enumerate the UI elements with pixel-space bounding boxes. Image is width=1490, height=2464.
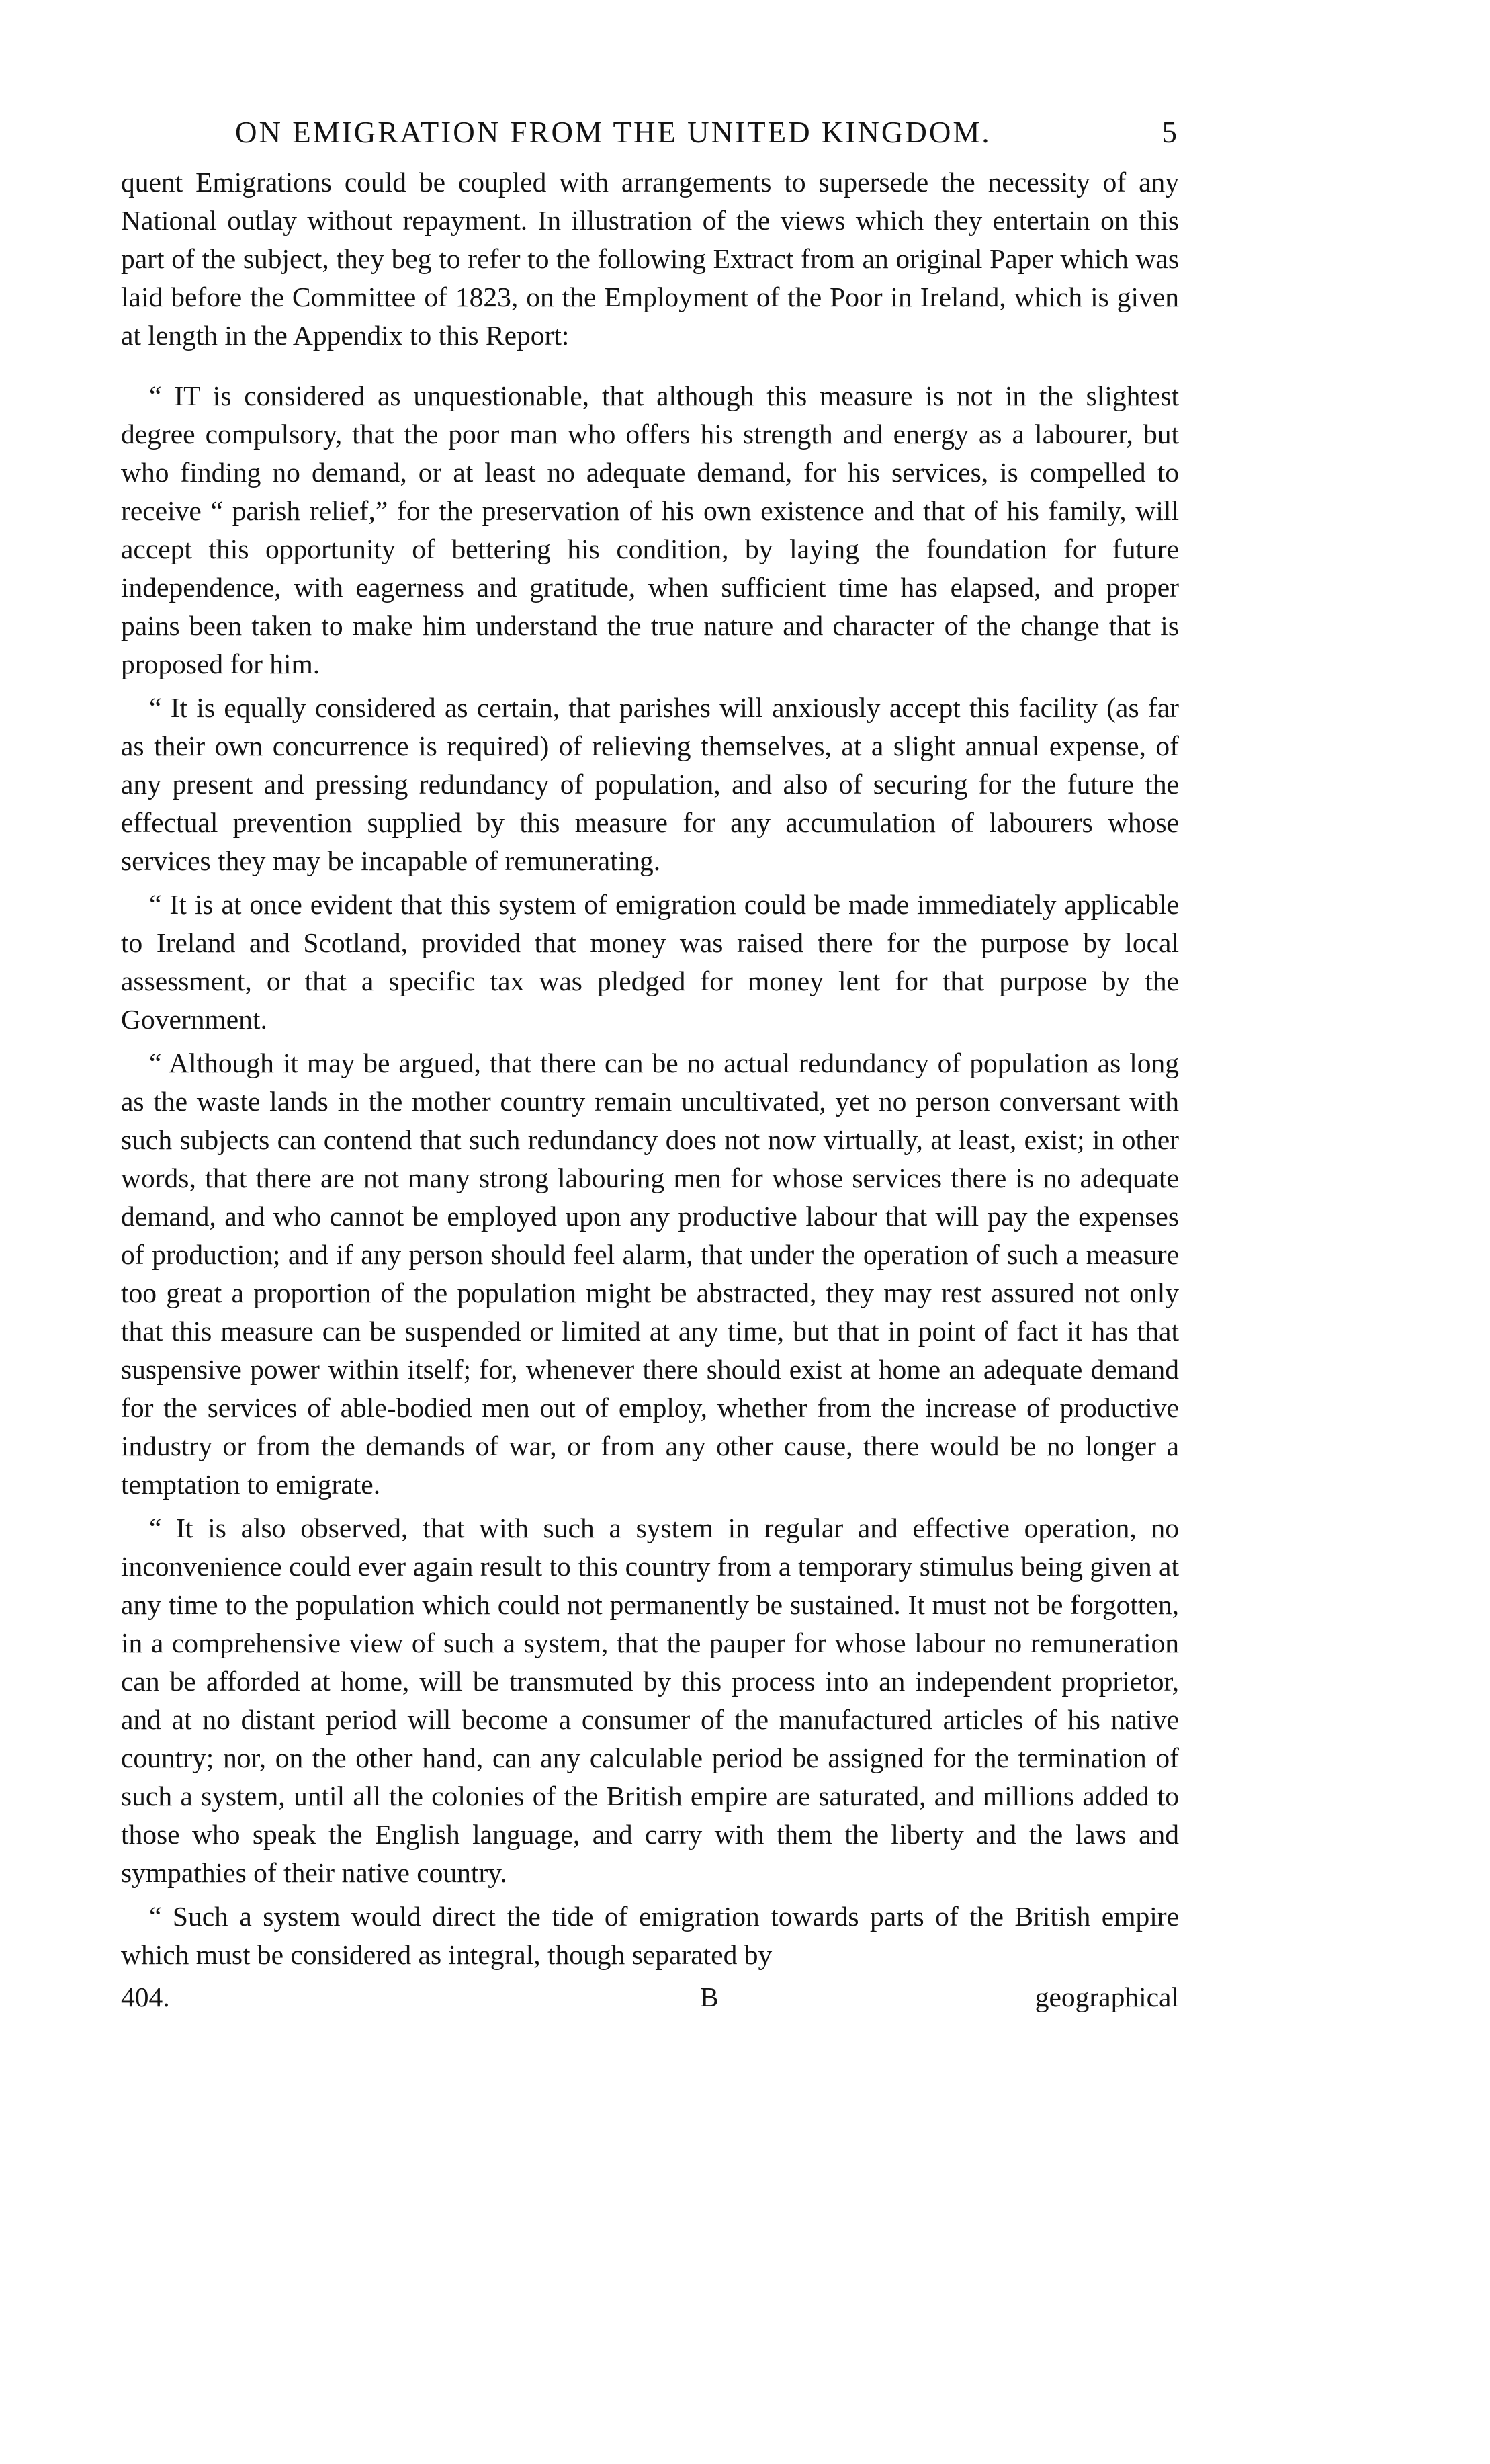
page-number: 5 bbox=[1162, 116, 1179, 149]
quote-paragraph-6: “ Such a system would direct the tide of emigration towards parts of the British empire which must be considered as integral, though separated by bbox=[121, 1901, 1179, 1970]
document-page bbox=[121, 111, 1179, 2021]
running-title: ON EMIGRATION FROM THE UNITED KINGDOM. bbox=[235, 116, 992, 149]
quote-paragraph-2: “ It is equally considered as certain, that parishes will anxiously accept this facility (as far as their own concurrence is required) of relieving themselves, at a slight annual expense, of any present and pressing redundancy of population, and also of securing for the future the effectual prevention supplied by this measure for any accumulation of labourers whose services they may be incapable of remunerating. bbox=[121, 692, 1179, 876]
quoted-extract bbox=[121, 377, 1179, 1974]
intro-paragraph: quent Emigrations could be coupled with arrangements to supersede the necessity of any National outlay without repayment. In illustration of the views which they entertain on this part of the subject, they beg to refer to the following Extract from an original Paper which was laid before the Committee of 1823, on the Employment of the Poor in Ireland, which is given at length in the Appendix to this Report: bbox=[121, 167, 1179, 351]
signature-letter: B bbox=[700, 1982, 719, 2012]
catchword: geographical bbox=[1035, 1982, 1179, 2012]
quote-paragraph-1: “ IT is considered as unquestionable, that although this measure is not in the slightest degree compulsory, that the poor man who offers his strength and energy as a labourer, but who finding no demand, or at least no adequate demand, for his services, is compelled to receive “ parish relief,” for the preservation of his own existence and that of his family, will accept this opportunity of bettering his condition, by laying the foundation for future independence, with eagerness and gratitude, when sufficient time has elapsed, and proper pains been taken to make him understand the true nature and character of the change that is proposed for him. bbox=[121, 380, 1179, 679]
quote-paragraph-4: “ Although it may be argued, that there can be no actual redundancy of population as long as the waste lands in the mother country remain uncultivated, yet no person conversant with such subjects can contend that such redundancy does not now virtually, at least, exist; in other words, that there are not many strong labouring men for whose services there is no adequate demand, and who cannot be employed upon any productive labour that will pay the expenses of production; and if any person should feel alarm, that under the operation of such a measure too great a proportion of the population might be abstracted, they may rest assured not only that this measure can be suspended or limited at any time, but that in point of fact it has that suspensive power within itself; for, whenever there should exist at home an adequate demand for the services of able-bodied men out of employ, whether from the increase of productive industry or from the demands of war, or from any other cause, there would be no longer a temptation to emigrate. bbox=[121, 1048, 1179, 1500]
quote-paragraph-3: “ It is at once evident that this system of emigration could be made immediately applicable to Ireland and Scotland, provided that money was raised there for the purpose by local assessment, or that a specific tax was pledged for money lent for that purpose by the Government. bbox=[121, 889, 1179, 1035]
intro-section bbox=[121, 163, 1179, 355]
quote-paragraph-5: “ It is also observed, that with such a system in regular and effective operation, no inconvenience could ever again result to this country from a temporary stimulus being given at any time to the population which could not permanently be sustained. It must not be forgotten, in a comprehensive view of such a system, that the pauper for whose labour no remuneration can be afforded at home, will be transmuted by this process into an independent proprietor, and at no distant period will become a consumer of the manufactured articles of his native country; nor, on the other hand, can any calculable period be assigned for the termination of such a system, until all the colonies of the British empire are saturated, and millions added to those who speak the English language, and carry with them the liberty and the laws and sympathies of their native country. bbox=[121, 1513, 1179, 1888]
page-footer bbox=[121, 1981, 1179, 2021]
signature-mark: 404. bbox=[121, 1982, 170, 2012]
running-header bbox=[121, 111, 1179, 158]
